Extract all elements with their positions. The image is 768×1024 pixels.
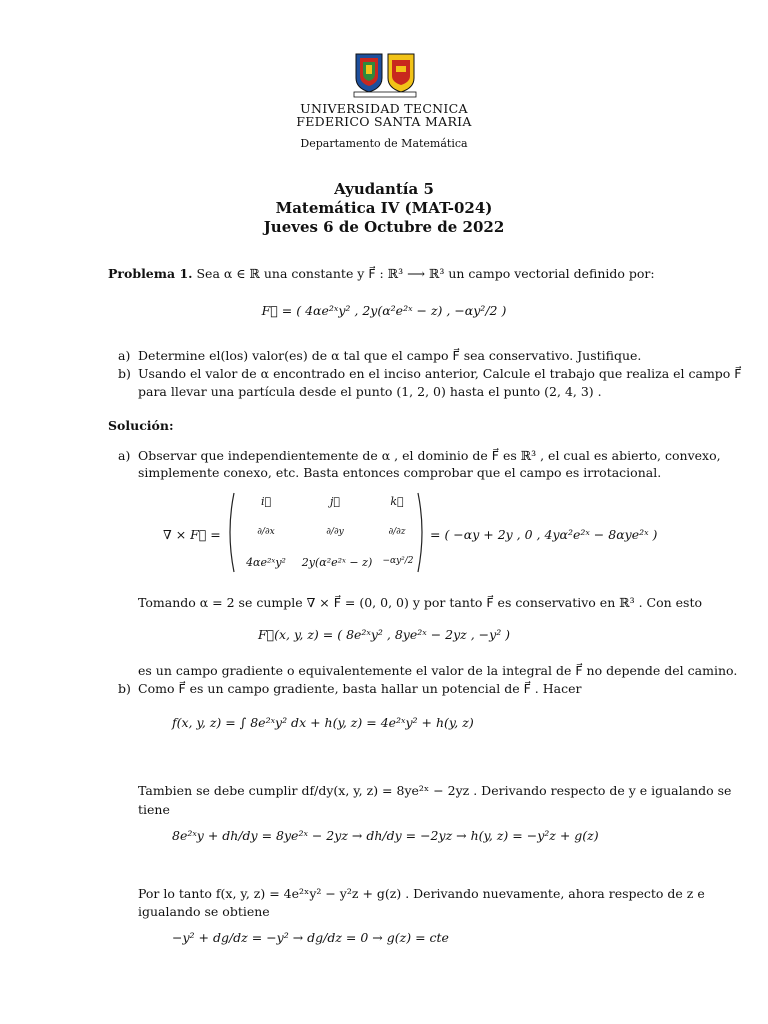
university-name-line2: FEDERICO SANTA MARIA (296, 114, 472, 129)
part-a-label: a) (118, 348, 131, 363)
curl-matrix (226, 490, 426, 575)
tomando-text: Tomando α = 2 se cumple ∇ × F⃗ = (0, 0, 0) y por tanto F⃗ es conservativo en ℝ³ . Con esto (138, 595, 703, 610)
title-line3: Jueves 6 de Octubre de 2022 (263, 218, 505, 236)
tambien-line1: Tambien se debe cumplir df/dy(x, y, z) = 8ye²ˣ − 2yz . Derivando respecto de y e igualando se (138, 783, 732, 798)
field-definition: F⃗ = ( 4αe²ˣy² , 2y(α²e²ˣ − z) , −αy²/2 ) (261, 303, 507, 318)
curl-lhs: ∇ × F⃗ = (163, 527, 221, 542)
problem-intro: Sea α ∈ ℝ una constante y F⃗ : ℝ³ ⟶ ℝ³ un campo vectorial definido por: (196, 266, 655, 281)
porlotanto-line1: Por lo tanto f(x, y, z) = 4e²ˣy² − y²z + g(z) . Derivando nuevamente, ahora respecto de z e (138, 886, 705, 901)
potential-equation: f(x, y, z) = ∫ 8e²ˣy² dx + h(y, z) = 4e²ˣy² + h(y, z) (172, 715, 474, 730)
title-line2: Matemática IV (MAT-024) (275, 199, 493, 217)
part-b-text-line2: para llevar una partícula desde el punto (1, 2, 0) hasta el punto (2, 4, 3) . (138, 384, 602, 399)
department-name: Departamento de Matemática (300, 137, 468, 150)
porlotanto-line2: igualando se obtiene (138, 904, 270, 919)
solution-heading: Solución: (108, 418, 174, 433)
curl-rhs: = ( −αy + 2y , 0 , 4yα²e²ˣ − 8αye²ˣ ) (430, 527, 658, 542)
solution-b-label: b) (118, 681, 131, 696)
university-name-line1: UNIVERSIDAD TECNICA (300, 101, 468, 116)
matrix-i: i⃗ (260, 495, 272, 508)
matrix-dx: ∂/∂x (257, 527, 275, 537)
title-line1: Ayudantía 5 (334, 180, 434, 198)
part-b-label: b) (118, 366, 131, 381)
h-equation: 8e²ˣy + dh/dy = 8ye²ˣ − 2yz → dh/dy = −2yz → h(y, z) = −y²z + g(z) (172, 828, 599, 843)
part-b-text-line1: Usando el valor de α encontrado en el inciso anterior, Calcule el trabajo que realiza el campo F⃗ (138, 366, 742, 381)
solution-b-line1: Como F⃗ es un campo gradiente, basta hallar un potencial de F⃗ . Hacer (138, 681, 582, 696)
tambien-line2: tiene (138, 802, 170, 817)
matrix-f2: 2y(α²e²ˣ − z) (301, 556, 373, 569)
matrix-dy: ∂/∂y (326, 527, 344, 537)
solution-a-line2: simplemente conexo, etc. Basta entonces comprobar que el campo es irrotacional. (138, 465, 662, 480)
g-equation: −y² + dg/dz = −y² → dg/dz = 0 → g(z) = cte (172, 930, 449, 945)
solution-a-line1: Observar que independientemente de α , el dominio de F⃗ es ℝ³ , el cual es abierto, convexo, (138, 448, 721, 463)
university-logo (352, 52, 418, 98)
matrix-j: j⃗ (329, 495, 340, 508)
matrix-f1: 4αe²ˣy² (246, 556, 286, 569)
problem-statement (108, 266, 655, 282)
matrix-k: k⃗ (390, 495, 404, 508)
solution-a-label: a) (118, 448, 131, 463)
part-a-text: Determine el(los) valor(es) de α tal que el campo F⃗ sea conservativo. Justifique. (138, 348, 642, 363)
problem-label: Problema 1. (108, 266, 193, 281)
field-alpha2: F⃗(x, y, z) = ( 8e²ˣy² , 8ye²ˣ − 2yz , −y² ) (257, 627, 511, 642)
matrix-dz: ∂/∂z (388, 527, 406, 537)
matrix-f3: −αy²/2 (382, 556, 414, 566)
gradient-text: es un campo gradiente o equivalentemente el valor de la integral de F⃗ no depende del camino. (138, 663, 738, 678)
